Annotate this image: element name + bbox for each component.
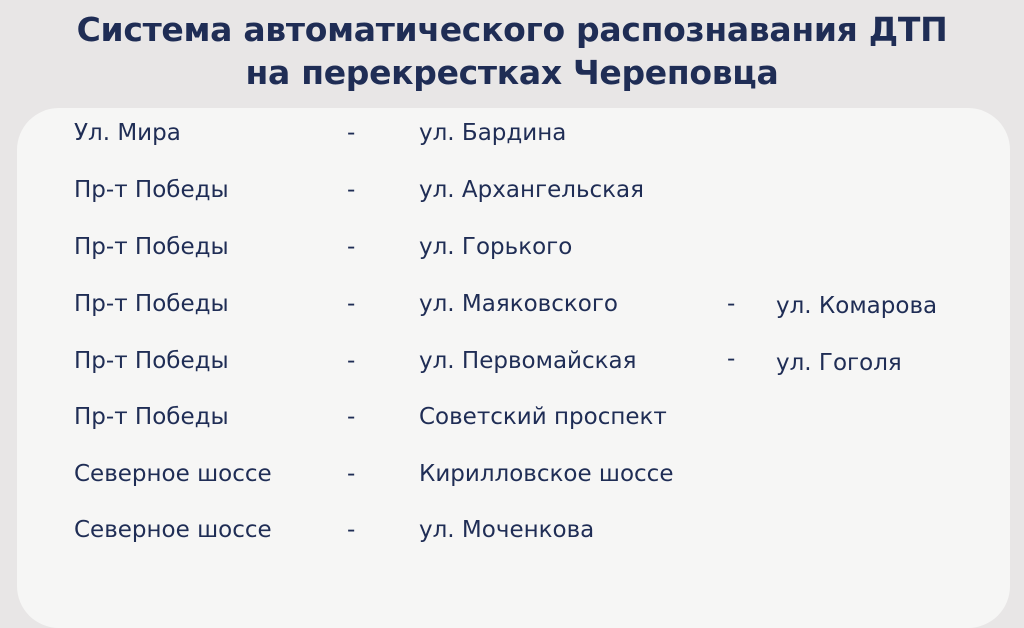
street-3: ул. Комарова <box>776 293 938 319</box>
intersection-row <box>0 397 1024 437</box>
separator-dash: - <box>347 404 356 430</box>
street-2: ул. Архангельская <box>419 177 644 203</box>
title-line-2: на перекрестках Череповца <box>245 53 779 92</box>
street-1: Пр-т Победы <box>74 234 229 260</box>
separator-dash: - <box>347 348 356 374</box>
separator-dash: - <box>347 120 356 146</box>
street-1: Ул. Мира <box>74 120 181 146</box>
intersection-row <box>0 284 1024 324</box>
street-1: Пр-т Победы <box>74 291 229 317</box>
intersection-row <box>0 510 1024 550</box>
street-1: Северное шоссе <box>74 461 272 487</box>
title-line-1: Система автоматического распознавания ДТП <box>76 10 948 49</box>
street-2: ул. Бардина <box>419 120 567 146</box>
street-1: Пр-т Победы <box>74 177 229 203</box>
street-3: ул. Гоголя <box>776 350 902 376</box>
intersection-row <box>0 227 1024 267</box>
separator-dash: - <box>347 291 356 317</box>
street-1: Пр-т Победы <box>74 348 229 374</box>
street-2: ул. Первомайская <box>419 348 637 374</box>
separator-dash: - <box>347 234 356 260</box>
separator-dash: - <box>347 177 356 203</box>
intersection-row <box>0 113 1024 153</box>
intersection-row <box>0 341 1024 381</box>
separator-dash: - <box>347 461 356 487</box>
street-1: Пр-т Победы <box>74 404 229 430</box>
intersection-row <box>0 170 1024 210</box>
page-title <box>0 8 1024 94</box>
street-2: Советский проспект <box>419 404 667 430</box>
separator-dash: - <box>727 291 736 317</box>
separator-dash: - <box>347 517 356 543</box>
street-2: ул. Моченкова <box>419 517 595 543</box>
intersection-row <box>0 454 1024 494</box>
street-2: ул. Горького <box>419 234 573 260</box>
separator-dash: - <box>727 346 736 372</box>
street-2: Кирилловское шоссе <box>419 461 674 487</box>
street-1: Северное шоссе <box>74 517 272 543</box>
street-2: ул. Маяковского <box>419 291 618 317</box>
